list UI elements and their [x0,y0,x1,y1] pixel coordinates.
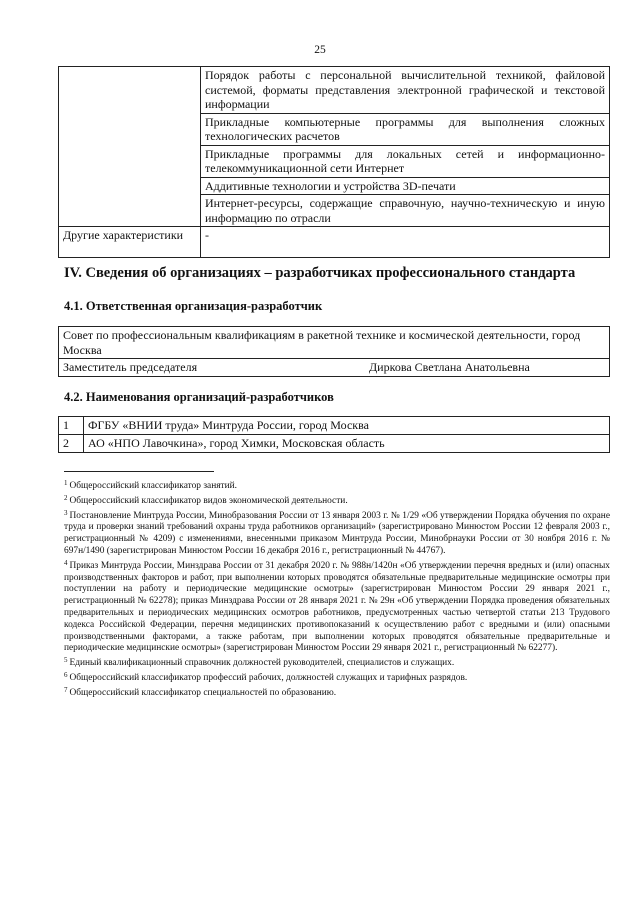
footnote-text: Общероссийский классификатор занятий. [69,481,237,491]
other-characteristics-value: - [201,227,610,258]
responsible-person-name: Диркова Светлана Анатольевна [369,360,530,374]
responsible-position: Заместитель председателя [63,360,198,374]
responsible-org-name: Совет по профессиональным квалификациям в ракетной технике и космической деятельности, город Москва [59,327,610,359]
footnote-mark: 3 [64,508,68,517]
footnote-text: Приказ Минтруда России, Минздрава России от 31 декабря 2020 г. № 988н/1420н «Об утверждении перечня вредных и (или) опасных производственных факторов и работ, при выполнении которых проводятся обязательные предварительные медицинские осмотры при поступлении на работу и периодические медицинские осмотры» (зарегистрирован Минюстом России 29 января 2021 г., регистрационный № 62278); приказ Минздрава России от 28 января 2021 г. № 29н «Об утверждении Порядка проведения обязательных предварительных и периодических медицинских осмотров работников, предусмотренных частью четвертой статьи 213 Трудового кодекса Российской Федерации, перечня медицинских противопоказаний к осуществлению работ с вредными и (или) опасными производственными факторами, а также работам, при выполнении которых проводятся обязательные предварительные и периодические медицинские осмотры» (зарегистрирован Минюстом России 29 января 2021 г., регистрационный № 62277). [64,560,610,654]
footnote-text: Единый квалификационный справочник должностей руководителей, специалистов и служащих. [69,658,455,669]
page-number: 25 [314,44,326,56]
table-row [59,435,610,453]
footnote [64,508,610,558]
developers-table [58,416,610,453]
table-cell: Прикладные компьютерные программы для выполнения сложных технологических расчетов [201,113,610,145]
footnote-mark: 2 [64,493,68,502]
developer-name: ФГБУ «ВНИИ труда» Минтруда России, город Москва [84,417,610,435]
footnote-text: Постановление Минтруда России, Минобразования России от 13 января 2003 г. № 1/29 «Об утверждении Порядка обучения по охране труда и проверки знаний требований охраны труда работников организаций» (зарегистрировано Минюстом России 12 февраля 2003 г., регистрационный № 4209) с изменениями, внесенными приказом Минтруда России, Минобрнауки России от 30 ноября 2016 г. № 697н/1490 (зарегистрирован Минюстом России 16 декабря 2016 г., регистрационный № 44767). [64,510,610,556]
developer-name: АО «НПО Лавочкина», город Химки, Московская область [84,435,610,453]
responsible-person-cell [59,359,610,377]
footnote-mark: 4 [64,558,68,567]
table-row-other [59,227,610,258]
footnote [64,493,610,508]
table-row [59,327,610,359]
table-cell-empty [59,67,201,227]
footnote [64,655,610,670]
footnote-mark: 7 [64,685,68,694]
table-row [59,417,610,435]
table-cell: Аддитивные технологии и устройства 3D-печати [201,177,610,195]
developers-heading: 4.2. Наименования организаций-разработчиков [64,390,334,404]
table-cell: Порядок работы с персональной вычислительной техникой, файловой системой, форматы представления электронной графической и текстовой информации [201,67,610,114]
footnote-text: Общероссийский классификатор видов экономической деятельности. [69,495,348,506]
footnote [64,670,610,685]
table-row [59,67,610,114]
footnote-mark: 5 [64,656,68,665]
developer-number: 1 [59,417,84,435]
footnotes [64,478,610,700]
equipment-table [58,66,610,258]
responsible-org-heading: 4.1. Ответственная организация-разработчик [64,299,323,313]
footnote-mark: 6 [64,670,68,679]
footnote-text: Общероссийский классификатор специальностей по образованию. [69,687,337,698]
footnote [64,685,610,700]
section-title: IV. Сведения об организациях – разработчиках профессионального стандарта [64,265,576,281]
other-characteristics-label: Другие характеристики [59,227,201,258]
table-cell: Интернет-ресурсы, содержащие справочную, научно-техническую и иную информацию по отрасли [201,195,610,227]
developer-number: 2 [59,435,84,453]
table-cell: Прикладные программы для локальных сетей и информационно-телекоммуникационной сети Интернет [201,145,610,177]
responsible-org-table [58,326,610,377]
footnote [64,478,610,493]
footnote-separator [64,471,214,472]
footnote-text: Общероссийский классификатор профессий рабочих, должностей служащих и тарифных разрядов. [69,672,468,683]
footnote-mark: 1 [64,479,68,487]
footnote [64,558,610,655]
table-row [59,359,610,377]
